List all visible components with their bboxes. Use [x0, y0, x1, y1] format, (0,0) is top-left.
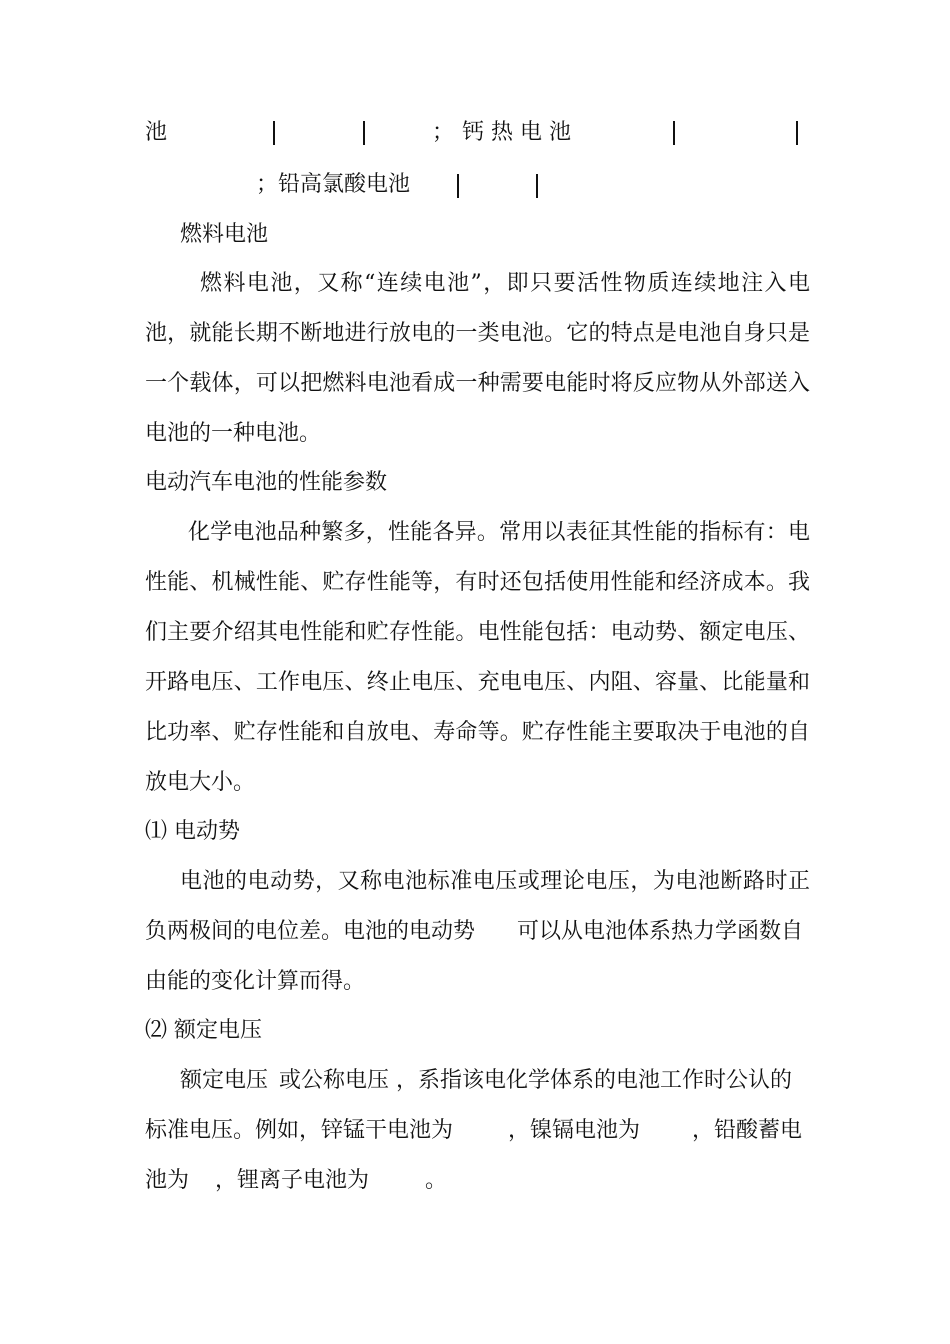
paragraph-line: 负两极间的电位差。电池的电动势	[145, 919, 476, 944]
table-fragment-text: ；	[432, 120, 455, 145]
paragraph-line: 池为	[145, 1168, 190, 1193]
paragraph-line: 放电大小。	[145, 770, 256, 795]
section-heading: ⑴ 电动势	[145, 819, 240, 844]
paragraph-line: 化学电池品种繁多，性能各异。常用以表征其性能的指标有：电	[188, 520, 810, 545]
paragraph-line: 电池的一种电池。	[145, 421, 322, 446]
table-fragment-text: 钙热电池	[462, 120, 579, 145]
paragraph-line: ，锂离子电池为	[215, 1168, 370, 1193]
paragraph-line: 性能、机械性能、贮存性能等，有时还包括使用性能和经济成本。我	[145, 570, 810, 595]
paragraph-line: 比功率、贮存性能和自放电、寿命等。贮存性能主要取决于电池的自	[145, 720, 810, 745]
paragraph-line: 由能的变化计算而得。	[145, 969, 366, 994]
table-fragment-text: ；铅高氯酸电池	[256, 172, 411, 197]
paragraph-line: 池，就能长期不断地进行放电的一类电池。它的特点是电池自身只是	[145, 321, 810, 346]
paragraph-line: 们主要介绍其电性能和贮存性能。电性能包括：电动势、额定电压、	[145, 620, 810, 645]
paragraph-line: ，铅酸蓄电	[692, 1118, 803, 1143]
section-heading: ⑵ 额定电压	[145, 1018, 262, 1043]
paragraph-line: 或公称电压	[279, 1068, 390, 1093]
table-divider	[273, 121, 275, 145]
paragraph-line: ，镍镉电池为	[508, 1118, 641, 1143]
paragraph-line: 电池的电动势，又称电池标准电压或理论电压，为电池断路时正	[180, 869, 810, 894]
paragraph-line: ，系指该电化学体系的电池工作时公认的	[396, 1068, 793, 1093]
table-divider	[796, 121, 798, 145]
table-divider	[673, 121, 675, 145]
paragraph-line: 标准电压。例如，锌锰干电池为	[145, 1118, 454, 1143]
paragraph-line: 燃料电池，又称“连续电池”，即只要活性物质连续地注入电	[200, 271, 810, 296]
paragraph-line: 额定电压	[180, 1068, 269, 1093]
paragraph-line: 。	[425, 1168, 448, 1193]
paragraph-line: 可以从电池体系热力学函数自	[517, 919, 804, 944]
paragraph-line: 开路电压、工作电压、终止电压、充电电压、内阻、容量、比能量和	[145, 670, 810, 695]
paragraph-line: 一个载体，可以把燃料电池看成一种需要电能时将反应物从外部送入	[145, 371, 810, 396]
table-divider	[536, 174, 538, 198]
section-heading: 燃料电池	[180, 222, 269, 247]
table-divider	[457, 174, 459, 198]
table-divider	[363, 121, 365, 145]
table-fragment-text: 池	[145, 120, 168, 145]
section-heading: 电动汽车电池的性能参数	[145, 470, 388, 495]
